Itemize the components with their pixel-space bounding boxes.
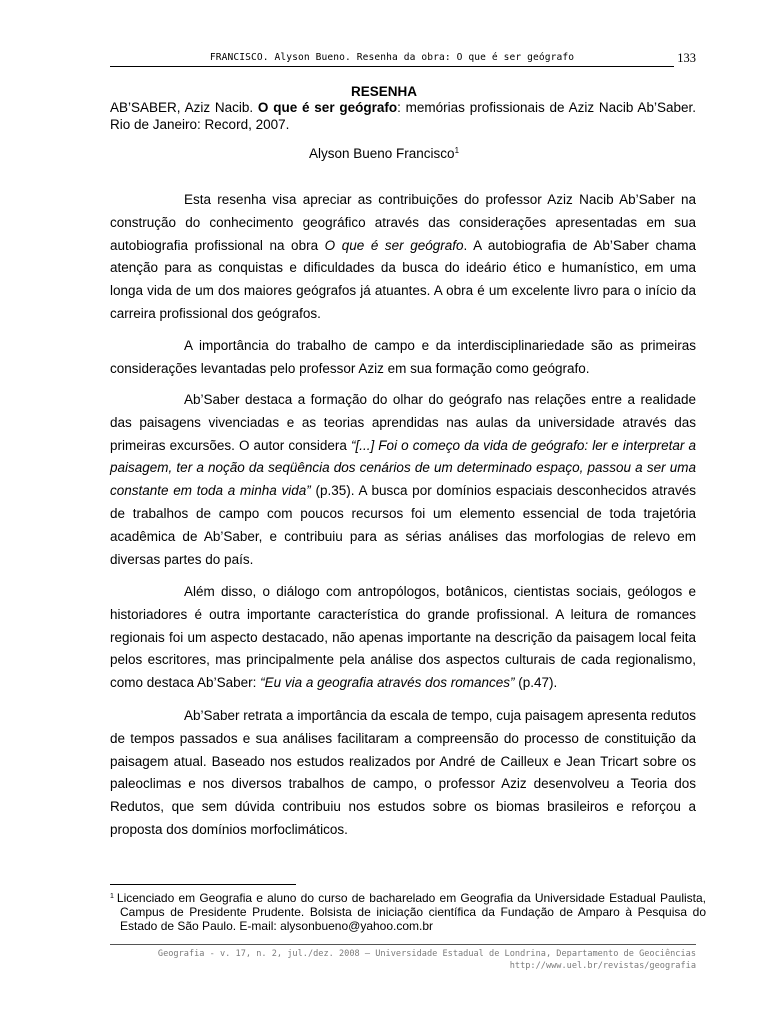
paragraph-1-italic: O que é ser geógrafo [324, 237, 464, 253]
footnote-text: Licenciado em Geografia e aluno do curso de bacharelado em Geografia da Universidade Estadual Paulista, Campus de Presidente Prudente. Bolsista de iniciação científica da Fundação de Amparo à Pesquisa do Estado de São Paulo. E-mail: alysonbueno@yahoo.com.br [116, 891, 706, 933]
review-author [0, 146, 768, 161]
header-rule [110, 66, 674, 67]
bibliographic-reference [110, 99, 696, 133]
reference-author: AB’SABER, Aziz Nacib. [110, 100, 258, 115]
footnote-marker: 1 [454, 146, 460, 155]
paragraph-4-quote: “Eu via a geografia através dos romances” [260, 675, 515, 691]
reference-title: O que é ser geógrafo [257, 100, 398, 115]
paragraph-5-text: Ab’Saber retrata a importância da escala de tempo, cuja paisagem apresenta redutos de tempos passados e sua análises facilitaram a compreensão do processo de constituição da paisagem atual. Baseado nos estudos realizados por André de Cailleux e Jean Tricart sobre os paleoclimas e nos diversos trabalhos de campo, o professor Aziz desenvolveu a Teoria dos Redutos, que sem dúvida contribuiu nos estudos sobre os biomas brasileiros e reforçou a proposta dos domínios morfoclimáticos. [110, 708, 696, 837]
footnote-number: 1 [110, 893, 114, 900]
reference-details: : memórias profissionais de Aziz Nacib Ab’Saber. Rio de Janeiro: Record, 2007. [110, 100, 696, 132]
page-number: 133 [677, 51, 696, 65]
paragraph-3-text-b: (p.35). A busca por domínios espaciais desconhecidos através de trabalhos de campo com poucos recursos foi um elemento essencial de toda trajetória acadêmica de Ab’Saber, e contribuiu para as sérias análises das morfologias de relevo em diversas partes do país. [110, 483, 696, 567]
paragraph-3-text-a: Ab’Saber destaca a formação do olhar do geógrafo nas relações entre a realidade das paisagens vivenciadas e as teorias aprendidas nas aulas da universidade através das primeiras excursões. O autor considera [110, 392, 696, 453]
footnote [110, 890, 706, 933]
paragraph-3 [110, 389, 696, 571]
paragraph-3-quote: “[...] Foi o começo da vida de geógrafo: ler e interpretar a paisagem, ter a noção da seqüência dos cenários de um determinado espaço, passou a ser uma constante em toda a minha vida” [110, 437, 696, 499]
paragraph-1-text-a: Esta resenha visa apreciar as contribuições do professor Aziz Nacib Ab’Saber na construção do conhecimento geográfico através das considerações apresentadas em sua autobiografia profissional na obra [110, 192, 696, 253]
paragraph-4-text-b: (p.47). [514, 675, 558, 691]
running-header-title: FRANCISCO. Alyson Bueno. Resenha da obra: O que é ser geógrafo [209, 52, 575, 63]
paragraph-1-text-b: . A autobiografia de Ab’Saber chama atenção para as conquistas e dificuldades da busca do ideário ético e humanístico, em uma longa vida de um dos maiores geógrafos já atuantes. A obra é um excelente livro para o início da carreira profissional dos geógrafos. [110, 237, 697, 321]
section-heading: RESENHA [350, 84, 417, 99]
journal-url: http://www.uel.br/revistas/geografia [509, 961, 696, 971]
footer-rule [110, 944, 696, 945]
paragraph-5 [110, 705, 696, 842]
author-name: Alyson Bueno Francisco [308, 146, 455, 161]
paragraph-1 [110, 189, 696, 326]
paragraph-4 [110, 581, 696, 695]
paragraph-4-text-a: Além disso, o diálogo com antropólogos, botânicos, cientistas sociais, geólogos e historiadores é outra importante característica do grande profissional. A leitura de romances regionais foi um aspecto destacado, não apenas importante na descrição da paisagem local feita pelos escritores, mas principalmente pela análise dos aspectos culturais de cada regionalismo, como destaca Ab’Saber: [110, 584, 696, 691]
footnote-separator [110, 884, 296, 885]
paragraph-2 [110, 335, 696, 381]
running-header [110, 52, 696, 68]
journal-citation: Geografia - v. 17, n. 2, jul./dez. 2008 – Universidade Estadual de Londrina, Departamento de Geociências [157, 949, 696, 959]
paragraph-2-text: A importância do trabalho de campo e da interdisciplinariedade são as primeiras considerações levantadas pelo professor Aziz em sua formação como geógrafo. [110, 338, 696, 376]
